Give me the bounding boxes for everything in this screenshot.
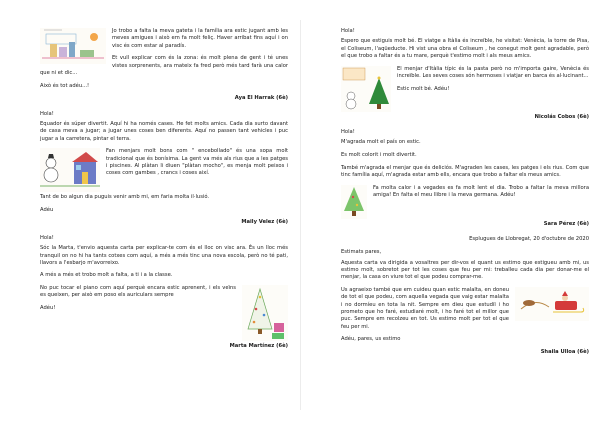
letter-nicolas-p3: Estic molt bé. Adéu! <box>397 85 450 92</box>
right-page <box>341 28 589 364</box>
snowman-house-drawing <box>40 148 100 192</box>
letter-maily-p3: Tant de bo algun dia puguis venir amb mi, em faria molta il·lusió. <box>40 194 210 201</box>
letter-aya-p1: Jo trobo a falta la meva gateta i la família ara estic jugant amb les meves amigues i això em fa molt feliç. Haver arribat fins aquí i on visc és com estar al paradís. <box>112 28 288 49</box>
sleigh-drawing <box>515 287 589 321</box>
letter-maily-p4: Adéu <box>40 206 54 213</box>
bon-nadal-drawing <box>341 66 391 112</box>
signature-nicolas: Nicolás Cobos (6è) <box>534 113 589 120</box>
letter-nicolas-greeting: Hola! <box>341 28 355 34</box>
signature-shaila: Shaila Ulloa (6è) <box>540 348 589 355</box>
letter-maily-greeting: Hola! <box>40 110 54 117</box>
letter-shaila-p1: Aquesta carta va dirigida a vosaltres per dir-vos el quant us estimo que estigueu amb mi, us estimo molt, sobretot per tot les coses que feu per mi: treballeu cada dia per donar-me el menjar, la casa on viure tot el que podeu comprar-me. <box>341 259 589 281</box>
signature-marta: Marta Martínez (6è) <box>229 343 288 349</box>
letter-sara-greeting: Hola! <box>341 129 355 136</box>
letter-nicolas-p2: El menjar d'Itàlia típic és la pasta però no m'importa gaire, Venècia és increïble. Les seves coses són hermoses i viatjar en barca és al·lucinant... <box>397 65 589 80</box>
letter-maily-p1: Equador és súper divertit. Aquí hi ha només cases. He fet molts amics. Cada dia surto davant de casa meva a jugar; a jugar unes coses ben diferents. Aquí no passen tant vehicles i puc jugar a la carretera, pintar el terra. <box>40 120 288 142</box>
letter-nicolas <box>341 28 589 121</box>
letter-aya-p3: Això és tot adéu...! <box>40 82 90 89</box>
letter-nicolas-p1: Espero que estiguis molt bé. El viatge a Itàlia és increïble, he visitat: Venècia, la torre de Pisa, el Coliseum, l'aqüeducte. Hi vist una obra el Coliseum , he conegut molt gent agradable, però el que trobo a faltar és a tu mare, perquè t'estimo molt i als meus amics. <box>341 38 589 60</box>
city-sun-drawing <box>40 28 106 64</box>
letter-shaila-greeting: Estimats pares, <box>341 249 382 256</box>
letter-shaila-p2: Us agraeixo també que em cuideu quan estic malalta, en doneu de tot el que podeu, com aquella vegada que vaig estar malalta i no dormíeu en tota la nit. Sempre em dieu que estudiï i ho prometo que ho faré, estudiaré molt, i ho faré tot el millor que puc. Sempre em recolzeu en tot. Us estimo molt per tot el que feu per mi. <box>341 286 509 330</box>
green-tree-drawing <box>341 185 367 219</box>
signature-maily: Maily Velez (6è) <box>241 219 288 226</box>
letter-maily-p2: Fan menjars molt bons com " encebollado" és una sopa molt tradicional que és bonísima. La gent va més als rius que a les patges i piscines. Al plàtan li diuen "plàtan mocho", es menja molt peixos i coses com gambes , crancs i coses així. <box>106 148 288 177</box>
letter-date: Esplugues de Llobregat, 20 d'octubre de 2020 <box>469 235 589 242</box>
letter-marta-p4: Adéu! <box>40 304 56 311</box>
signature-sara: Sara Pérez (6è) <box>543 220 589 227</box>
letter-marta <box>40 235 288 351</box>
letter-sara-p3: També m'agrada el menjar que és deliciós. M'agraden les cases, les patges i els rius. Com que tinc família aquí, m'agrada estar amb ells, encara que trobo a faltar els meus amics. <box>341 164 589 178</box>
page-divider <box>300 20 301 410</box>
left-page <box>40 28 288 358</box>
letter-marta-greeting: Hola! <box>40 234 54 241</box>
letter-aya-p2: Et vull explicar com és la zona: és molt plena de gent i té unes vistes sorprenents, ara mateix fa fred però més tard farà una calor que ni et dic... <box>40 55 288 77</box>
letter-maily <box>40 111 288 227</box>
letter-shaila <box>341 236 589 356</box>
christmas-tree-drawing <box>242 285 288 341</box>
signature-aya: Aya El Harrak (6è) <box>234 95 288 102</box>
letter-sara-p2: Es molt colorit i molt divertit. <box>341 152 417 158</box>
letter-shaila-p3: Adéu, pares, us estimo <box>341 336 401 343</box>
letter-sara-p4: Fa molta calor i a vegades es fa molt lent el dia. Trobo a faltar la meva millora amiga! En falta el meu llibre i la meva germana. Adéu! <box>373 184 589 198</box>
letter-sara-p1: M'agrada molt el país on estic. <box>341 139 421 146</box>
letter-marta-p3: No puc tocar el piano com aquí perquè encara estic aprenent, i els veïns es queixen, per això em poso els auriculars sempre <box>40 285 236 299</box>
letter-sara <box>341 129 589 228</box>
letter-marta-p1: Sóc la Marta, t'envio aquesta carta per explicar-te com és el lloc on visc ara. És un lloc més tranquil on no hi ha tants cotxes com aquí, a més a més tinc una nova escola, però no té pati, llavors a l'esbarjo m'avorreixo. <box>40 245 288 266</box>
letter-marta-p2: A més a més et trobo molt a falta, a ti i a la classe. <box>40 272 173 279</box>
letter-aya <box>40 28 288 103</box>
